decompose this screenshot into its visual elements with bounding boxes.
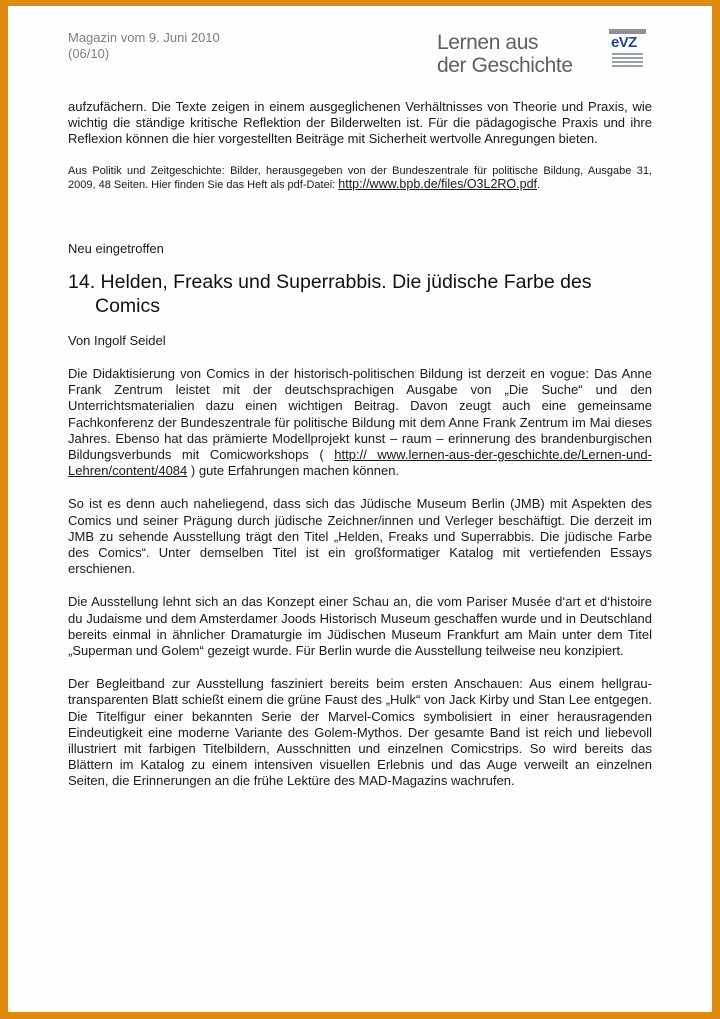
- evz-logo-lines: [612, 53, 643, 69]
- header-date: [68, 30, 220, 62]
- magazine-issue: (06/10): [68, 46, 110, 61]
- logo-line-2: der Geschichte: [437, 54, 573, 77]
- evz-logo-mark: eVZ: [611, 34, 637, 51]
- paragraph-1-text: Die Didaktisierung von Comics in der historisch-politischen Bildung ist derzeit en vogue: Das Anne Frank Zentrum leistet mit der deutschsprachigen Ausgabe von „Die Suche“ und den Unterrichtsmaterialien dazu einen wichtigen Beitrag. Davon zeugt auch eine gemeinsame Fachkonferenz der Bundeszentrale für politische Bildung mit dem Anne Frank Zentrum im Mai dieses Jahres. Ebenso hat das prämierte Modellprojekt kunst – raum – erinnerung des brandenburgischen Bildungsverbunds mit Comicworkshops (: [68, 366, 652, 463]
- document-page: [8, 6, 712, 1012]
- content-link[interactable]: http:// www.lernen-aus-der-geschichte.de/Lernen-und-Lehren/content/4084: [68, 447, 652, 479]
- source-pdf-link[interactable]: http://www.bpb.de/files/O3L2RO.pdf: [338, 176, 537, 191]
- evz-logo-icon: [609, 29, 646, 71]
- intro-paragraph: aufzufächern. Die Texte zeigen in einem ausgeglichenen Verhältnisses von Theorie und Praxis, wie wichtig die ständige kritische Reflektion der Bilderwelten ist. Für die pädagogische Praxis und ihre Reflexion können die hier vorgestellten Beiträge mit Sicherheit wertvolle Anregungen bieten.: [68, 99, 652, 147]
- logo-line-1: Lernen aus: [437, 31, 539, 54]
- magazine-date: Magazin vom 9. Juni 2010: [68, 30, 220, 45]
- site-logo-text: [437, 31, 573, 77]
- article-paragraph-4: Der Begleitband zur Ausstellung fasziniert bereits beim ersten Anschauen: Aus einem hellgrau-transparenten Blatt schießt einem die grüne Faust des „Hulk“ von Jack Kirby und Stan Lee entgegen. Die Titelfigur einer bekannten Serie der Marvel-Comics symbolisiert in einer herausragenden Eindeutigkeit eine moderne Variante des Golem-Mythos. Der gesamte Band ist reich und liebevoll illustriert mit farbigen Titelbildern, Ausschnitten und einzelnen Comicstrips. So wird bereits das Blättern im Katalog zu einem intensiven visuellen Erlebnis und das Auge verweilt an einzelnen Seiten, die Erinnerungen an die frühe Lektüre des MAD-Magazins wachrufen.: [68, 676, 652, 789]
- article-paragraph-1: [68, 366, 652, 479]
- source-note: [68, 165, 652, 192]
- source-text: Aus Politik und Zeitgeschichte: Bilder, herausgegeben von der Bundeszentrale für politische Bildung, Ausgabe 31, 2009, 48 Seiten. Hier finden Sie das Heft als pdf-Datei:: [68, 164, 652, 191]
- article-paragraph-3: Die Ausstellung lehnt sich an das Konzept einer Schau an, die vom Pariser Musée d‘art et d‘histoire du Judaisme und dem Amsterdamer Joods Historisch Museum geschaffen wurde und in Deutschland bereits einmal in ähnlicher Dramaturgie im Jüdischen Museum Frankfurt am Main unter dem Titel „Superman und Golem“ gezeigt wurde. Für Berlin wurde die Ausstellung teilweise neu konzipiert.: [68, 594, 652, 659]
- page-content: [68, 99, 652, 807]
- article-paragraph-2: So ist es denn auch naheliegend, dass sich das Jüdische Museum Berlin (JMB) mit Aspekten des Comics und seiner Prägung durch jüdische Zeichner/innen und Verleger beschäftigt. Die derzeit im JMB zu sehende Ausstellung trägt den Titel „Helden, Freaks und Superrabbis. Die jüdische Farbe des Comics“. Unter demselben Titel ist ein großformatiger Katalog mit vertiefenden Essays erschienen.: [68, 496, 652, 577]
- section-label: Neu eingetroffen: [68, 240, 164, 256]
- article-title: 14. Helden, Freaks und Superrabbis. Die jüdische Farbe des Comics: [68, 270, 592, 317]
- article-author: Von Ingolf Seidel: [68, 332, 166, 348]
- source-tail: .: [537, 178, 541, 191]
- paragraph-1-tail: ) gute Erfahrungen machen können.: [190, 463, 400, 479]
